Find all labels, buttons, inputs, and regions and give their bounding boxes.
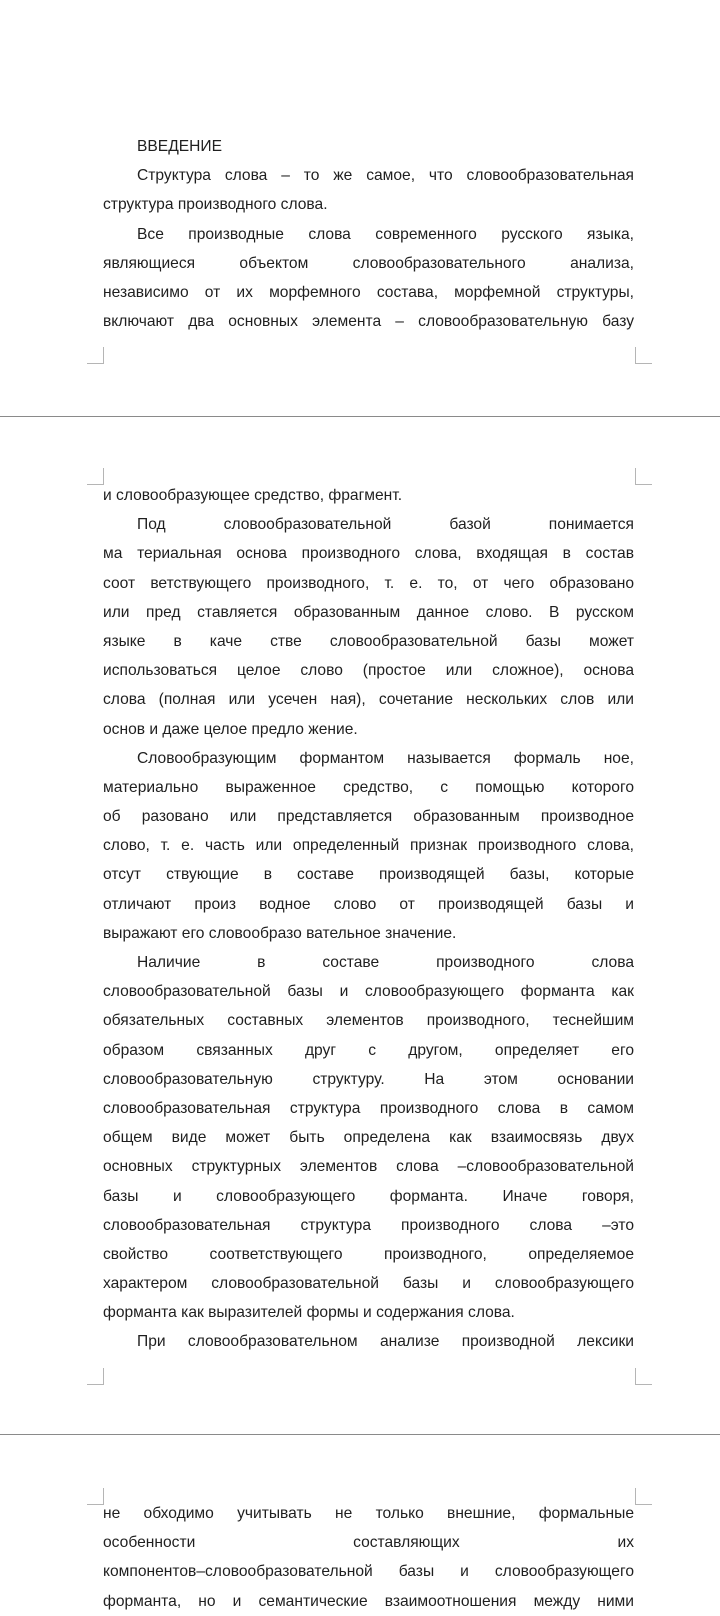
text-line: языке в каче стве словообразовательной базы может <box>103 632 634 650</box>
page-1-left-margin-marker <box>87 347 104 364</box>
text-line: базы и словообразующего форманта. Иначе говоря, <box>103 1187 634 1205</box>
text-line: характером словообразовательной базы и словообразующего <box>103 1275 634 1293</box>
text-line: независимо от их морфемного состава, морфемной структуры, <box>103 283 634 301</box>
text-line: материально выраженное средство, с помощью которого <box>103 778 634 796</box>
text-line: словообразовательную структуру. На этом основании <box>103 1070 634 1088</box>
text-line: свойство соответствующего производного, определяемое <box>103 1245 634 1263</box>
page-2-bottom-right-margin-marker <box>635 1368 652 1385</box>
text-line: форманта, но и семантические взаимоотношения между ними <box>103 1592 634 1610</box>
text-line: включают два основных элемента – словообразовательную базу <box>103 313 634 331</box>
text-line: словообразовательной базы и словообразующего форманта как <box>103 983 634 1001</box>
text-line: основных структурных элементов слова –словообразовательной <box>103 1158 634 1176</box>
text-line: и словообразующее средство, фрагмент. <box>103 487 403 504</box>
text-line: образом связанных друг с другом, определяет его <box>103 1041 634 1059</box>
page-2-left-margin-marker <box>87 468 104 485</box>
text-line: основ и даже целое предло жение. <box>103 720 358 738</box>
page-3-text <box>103 1499 634 1616</box>
text-line: Под словообразовательной базой понимается <box>137 516 634 534</box>
text-line: Словообразующим формантом называется формаль ное, <box>137 749 634 767</box>
page-2-text <box>103 481 634 1357</box>
page-break-divider <box>0 1434 720 1435</box>
page-2-right-margin-marker <box>635 468 652 485</box>
text-line: При словообразовательном анализе производной лексики <box>137 1333 634 1351</box>
text-line: Структура слова – то же самое, что словообразовательная <box>137 167 634 185</box>
text-line: ВВЕДЕНИЕ <box>137 138 223 155</box>
text-line: Наличие в составе производного слова <box>137 954 634 971</box>
text-line: форманта как выразителей формы и содержания слова. <box>103 1304 515 1322</box>
text-line: использоваться целое слово (простое или сложное), основа <box>103 662 634 680</box>
text-line: слова (полная или усечен ная), сочетание нескольких слов или <box>103 691 634 709</box>
page-3-left-margin-marker <box>87 1488 104 1505</box>
text-line: отличают произ водное слово от производящей базы и <box>103 895 634 913</box>
text-line: структура производного слова. <box>103 196 328 214</box>
text-line: словообразовательная структура производного слова –это <box>103 1216 634 1234</box>
text-line: ма териальная основа производного слова, входящая в состав <box>103 545 634 563</box>
text-line: соот ветствующего производного, т. е. то, от чего образовано <box>103 574 634 592</box>
text-line: отсут ствующие в составе производящей базы, которые <box>103 866 634 884</box>
text-line: особенности составляющих их <box>103 1534 634 1552</box>
text-line: слово, т. е. часть или определенный признак производного слова, <box>103 837 634 855</box>
text-line: об разовано или представляется образованным производное <box>103 808 634 826</box>
text-line: компонентов–словообразовательной базы и словообразующего <box>103 1563 634 1581</box>
page-2-bottom-left-margin-marker <box>87 1368 104 1385</box>
text-line: не обходимо учитывать не только внешние, формальные <box>103 1505 634 1522</box>
text-line: выражают его словообразо вательное значение. <box>103 924 457 942</box>
text-line: или пред ставляется образованным данное слово. В русском <box>103 603 634 621</box>
text-line: являющиеся объектом словообразовательного анализа, <box>103 254 634 272</box>
text-line: обязательных составных элементов производного, теснейшим <box>103 1012 634 1030</box>
text-line: Все производные слова современного русского языка, <box>137 225 634 243</box>
text-line: словообразовательная структура производного слова в самом <box>103 1099 634 1117</box>
text-line: общем виде может быть определена как взаимосвязь двух <box>103 1129 634 1147</box>
page-3-right-margin-marker <box>635 1488 652 1505</box>
page-break-divider <box>0 416 720 417</box>
page-1-text <box>103 132 634 336</box>
page-1-right-margin-marker <box>635 347 652 364</box>
